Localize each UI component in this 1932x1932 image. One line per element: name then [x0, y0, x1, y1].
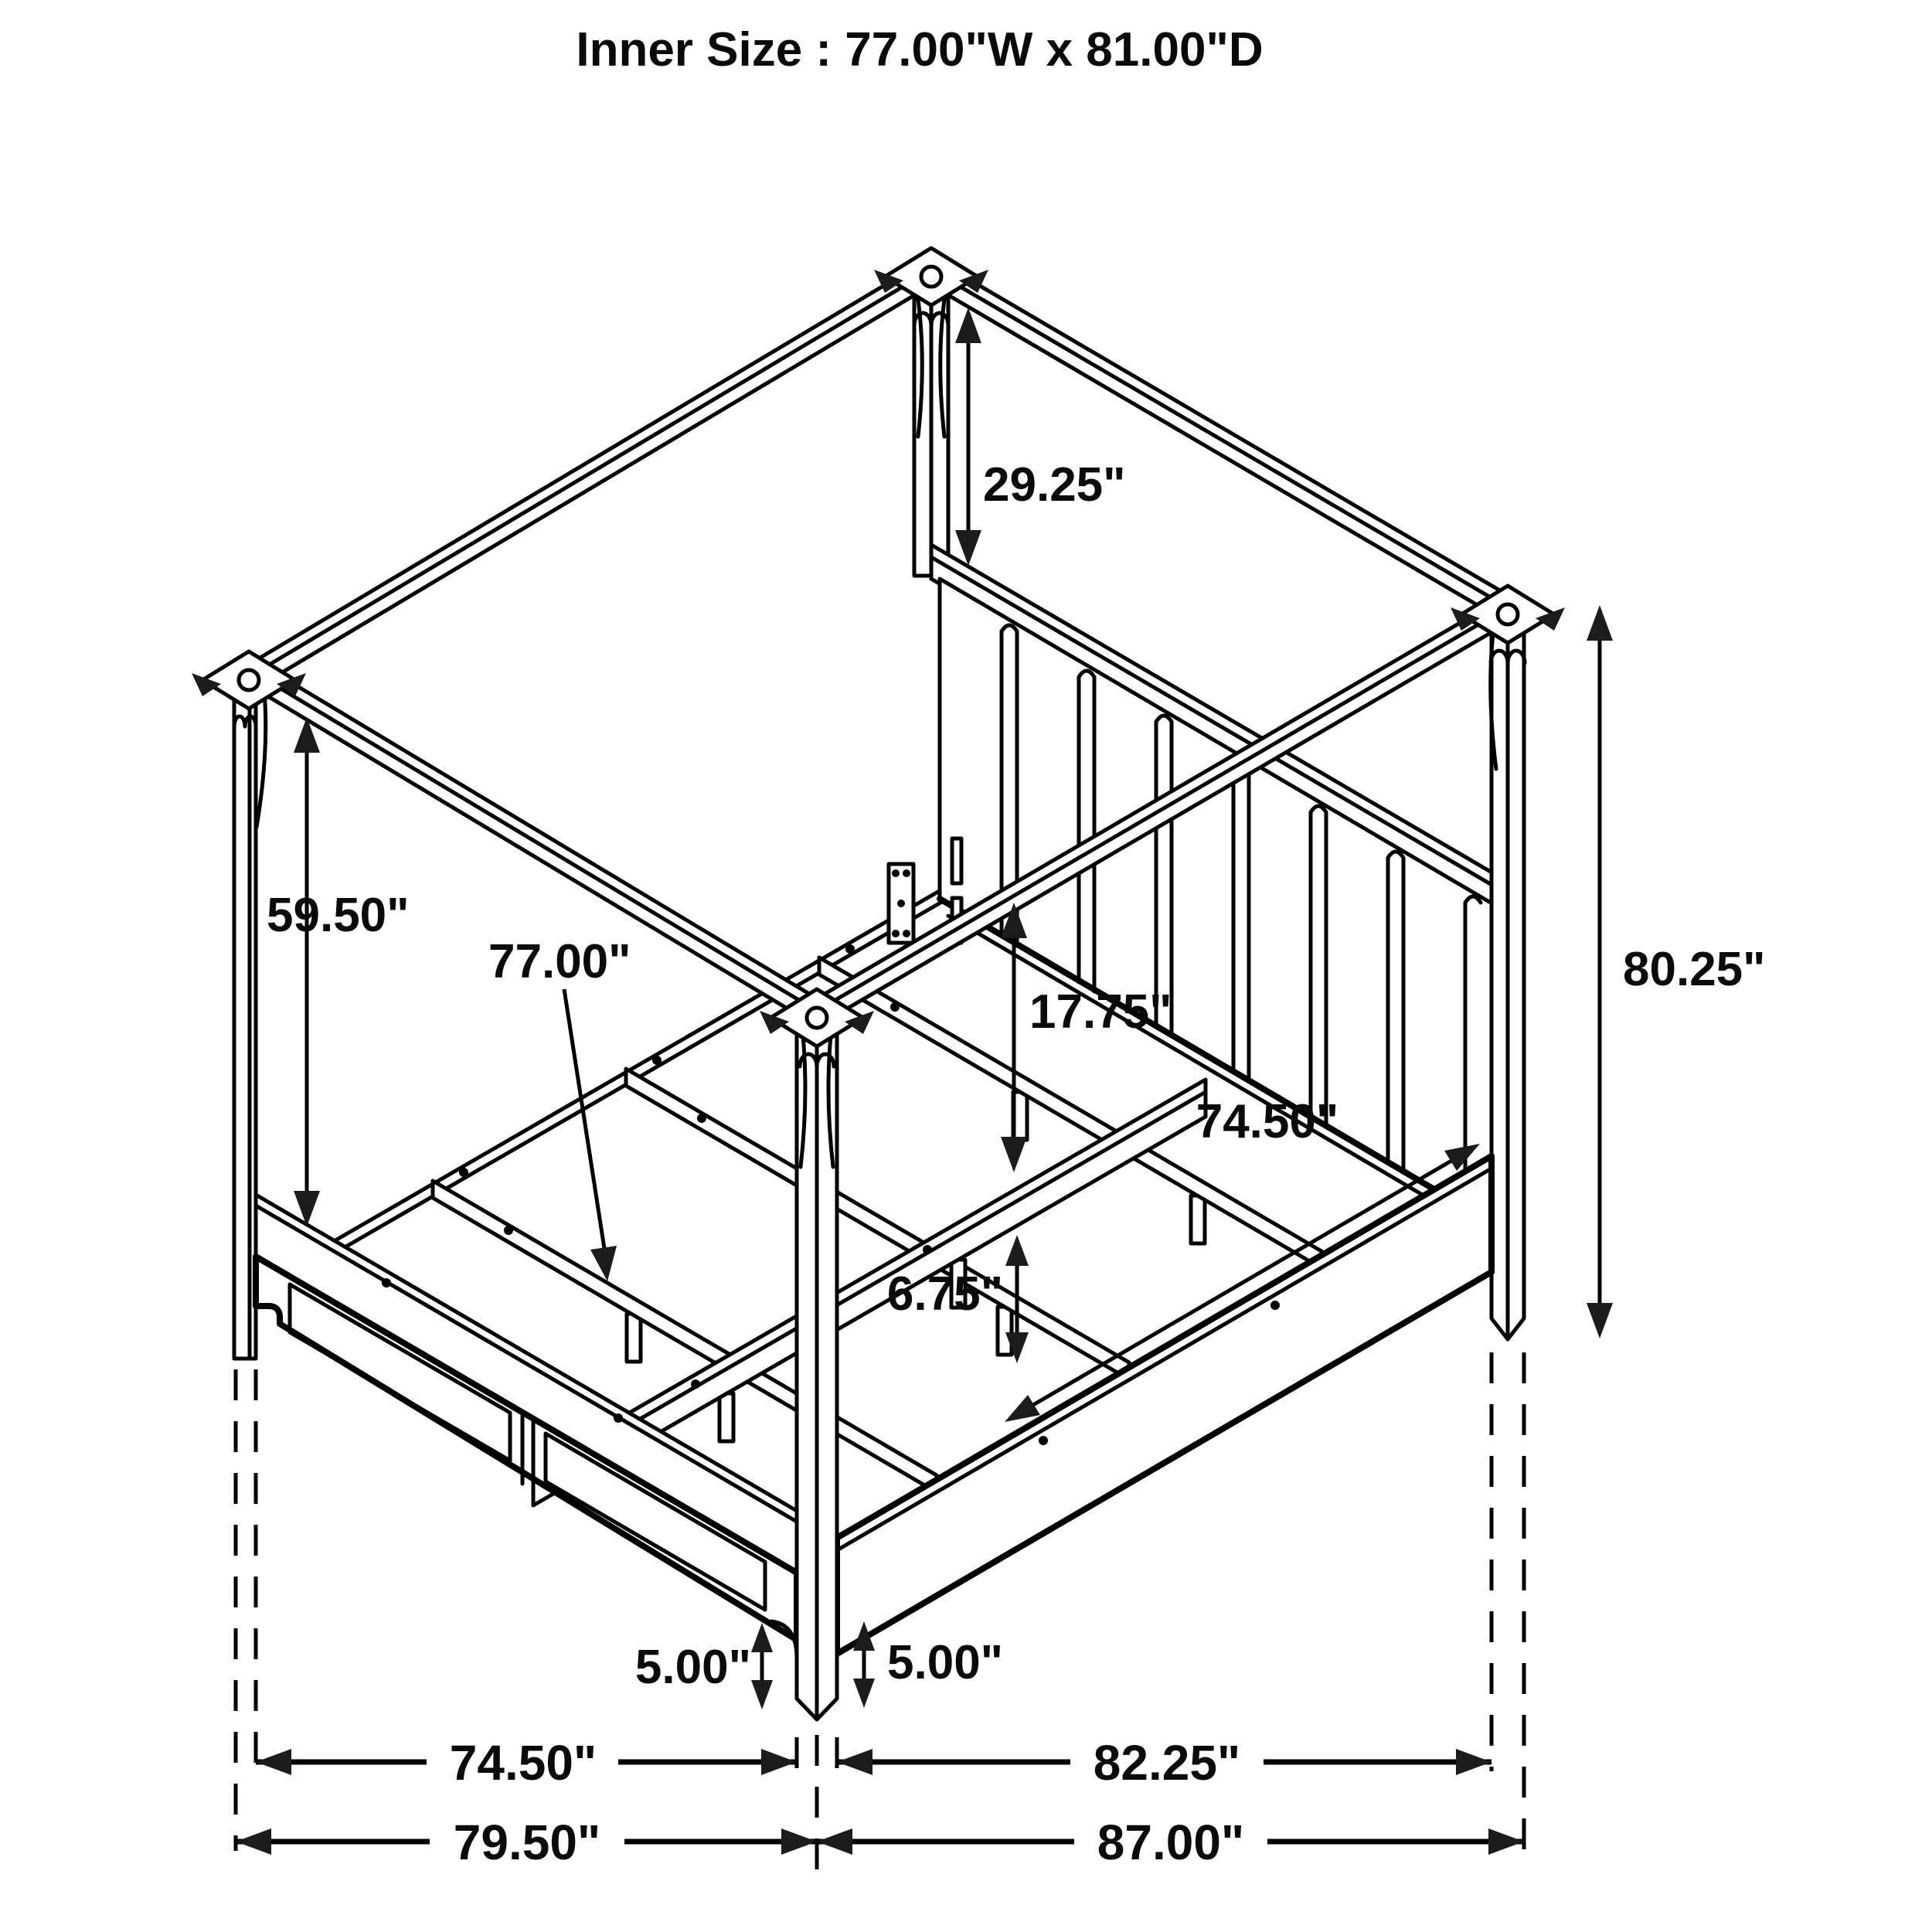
bracket-plate [889, 864, 913, 943]
dim-canopy-underside [267, 717, 410, 1226]
dim-overall-width [236, 1815, 817, 1870]
dim-label-82-25: 82.25" [1093, 1735, 1241, 1791]
page-title: Inner Size : 77.00"W x 81.00"D [576, 23, 1264, 77]
dim-label-74-50-side: 74.50" [1196, 1095, 1339, 1148]
dim-label-5-00-right: 5.00" [887, 1636, 1004, 1689]
dim-label-59-50: 59.50" [267, 889, 410, 942]
dim-overall-height [1587, 605, 1766, 1338]
dim-label-77-00: 77.00" [488, 935, 631, 988]
footboard [256, 1195, 797, 1640]
dim-label-74-50-bottom: 74.50" [449, 1735, 597, 1791]
dim-label-87-00: 87.00" [1097, 1815, 1245, 1870]
dim-label-79-50: 79.50" [453, 1815, 601, 1870]
right-post [1491, 604, 1524, 1339]
dim-label-6-75: 6.75" [886, 1267, 1003, 1321]
dim-overall-depth [817, 1815, 1524, 1870]
dim-foot-clearance-left [635, 1623, 773, 1709]
dim-label-80-25: 80.25" [1623, 943, 1766, 996]
dim-label-17-75: 17.75" [1029, 985, 1172, 1039]
side-rail-right [837, 1156, 1492, 1654]
dim-inner-depth [837, 1735, 1492, 1791]
dim-label-29-25: 29.25" [983, 458, 1126, 512]
dim-label-5-00-left: 5.00" [634, 1641, 751, 1694]
dim-inner-width [256, 1735, 797, 1791]
